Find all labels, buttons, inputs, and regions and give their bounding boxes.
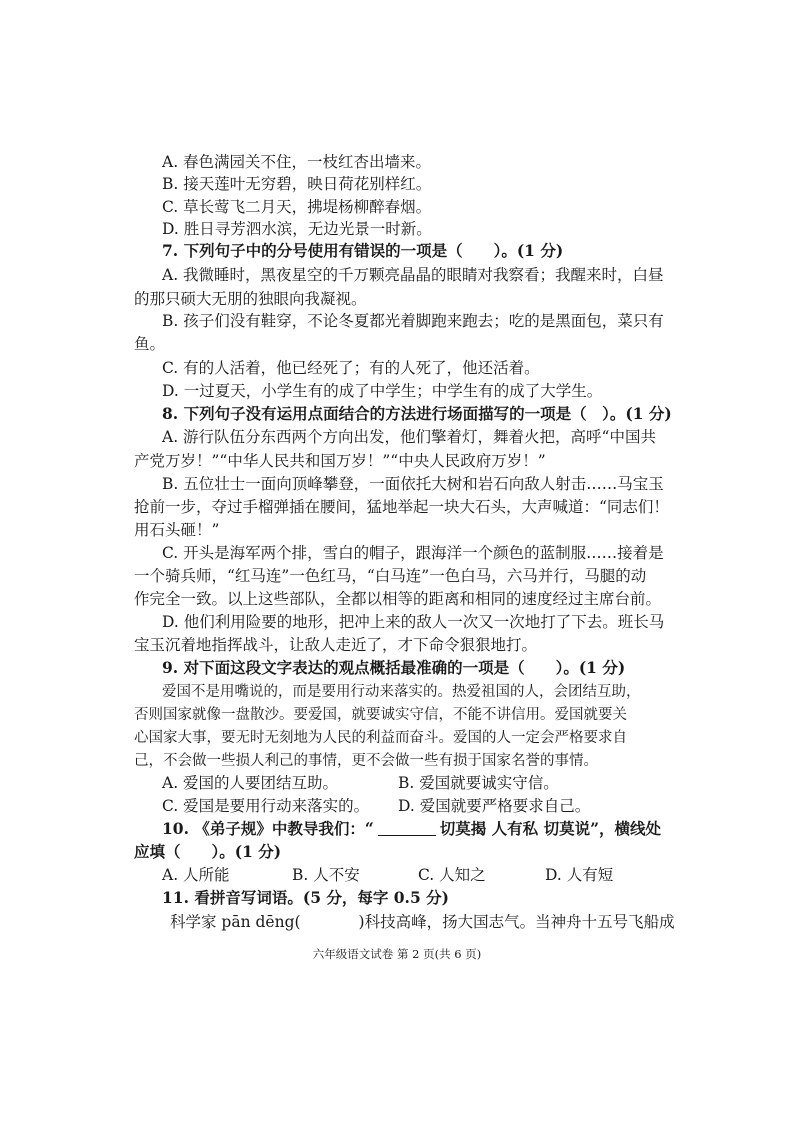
- q8-option-b-line3: 用石头砸！”: [134, 521, 220, 539]
- q9-option-d: D. 爱国就要严格要求自己。: [398, 797, 591, 815]
- q8-option-b-line1: B. 五位壮士一面向顶峰攀登，一面依托大树和岩石向敌人射击……马宝玉: [162, 475, 664, 493]
- q9-option-b: B. 爱国就要诚实守信。: [398, 774, 559, 792]
- q7-stem: 7. 下列句子中的分号使用有错误的一项是（ ）。(1 分): [162, 241, 564, 260]
- q7-option-a-line2: 的那只硕大无朋的独眼向我凝视。: [134, 290, 367, 308]
- q10-stem-prefix: 10. 《弟子规》中教导我们：“: [162, 819, 374, 838]
- q11-line-prefix: 科学家 pān dēng(: [170, 913, 301, 931]
- q8-option-a-line2: 产党万岁！”“中华人民共和国万岁！”“中央人民政府万岁！”: [134, 452, 546, 470]
- q6-option-b: B. 接天莲叶无穷碧，映日荷花别样红。: [162, 175, 432, 193]
- q9-stem: 9. 对下面这段文字表达的观点概括最准确的一项是（ ）。(1 分): [162, 658, 626, 677]
- q7-option-d: D. 一过夏天，小学生有的成了中学生；中学生有的成了大学生。: [162, 382, 603, 400]
- q10-stem-line1: [162, 819, 661, 839]
- q6-option-d: D. 胜日寻芳泗水滨，无边光景一时新。: [162, 220, 432, 238]
- q9-option-c: C. 爱国是要用行动来落实的。: [162, 797, 370, 815]
- q10-stem-suffix: 切莫揭 人有私 切莫说”，横线处: [439, 819, 661, 838]
- q9-passage-line3: 心国家大事，要无时无刻地为人民的利益而奋斗。爱国的人一定会严格要求自: [134, 730, 627, 746]
- q7-option-a-line1: A. 我微睡时，黑夜星空的千万颗亮晶晶的眼睛对我察看；我醒来时，白昼: [162, 266, 664, 284]
- q11-pinyin-line: [170, 912, 675, 932]
- q11-stem: 11. 看拼音写词语。(5 分，每字 0.5 分): [162, 888, 449, 907]
- q8-option-d-line1: D. 他们利用险要的地形，把冲上来的敌人一次又一次地打了下去。班长马: [162, 613, 665, 631]
- q8-option-a-line1: A. 游行队伍分东西两个方向出发，他们擎着灯，舞着火把，高呼“中国共: [162, 428, 656, 446]
- q6-option-c: C. 草长莺飞二月天，拂堤杨柳醉春烟。: [162, 198, 432, 216]
- q8-option-d-line2: 宝玉沉着地指挥战斗，让敌人走近了，才下命令狠狠地打。: [134, 636, 538, 654]
- q8-option-c-line3: 作完全一致。以上这些部队，全都以相等的距离和相同的速度经过主席台前。: [134, 590, 662, 608]
- q6-option-a: A. 春色满园关不住，一枝红杏出墙来。: [162, 153, 432, 171]
- q10-option-b: B. 人不安: [292, 866, 360, 884]
- q7-option-b-line2: 鱼。: [134, 335, 166, 353]
- q9-option-a: A. 爱国的人要团结互助。: [162, 774, 339, 792]
- q10-option-c: C. 人知之: [418, 866, 486, 884]
- q10-blank: [378, 821, 436, 836]
- q10-option-d: D. 人有短: [545, 866, 614, 884]
- q9-passage-line1: 爱国不是用嘴说的，而是要用行动来落实的。热爱祖国的人，会团结互助，: [162, 684, 641, 700]
- q8-option-c-line2: 一个骑兵师，“红马连”一色红马，“白马连”一色白马，六马并行，马腿的动: [134, 567, 647, 585]
- q11-line-suffix: )科技高峰，扬大国志气。当神舟十五号飞船成: [358, 913, 675, 931]
- q10-stem-line2: 应填（ ）。(1 分): [134, 842, 282, 861]
- q8-option-b-line2: 抢前一步，夺过手榴弹插在腰间，猛地举起一块大石头，大声喊道：“同志们！: [134, 498, 669, 516]
- q9-passage-line2: 否则国家就像一盘散沙。要爱国，就要诚实守信，不能不讲信用。爱国就要关: [134, 707, 627, 723]
- q8-option-c-line1: C. 开头是海军两个排，雪白的帽子，跟海洋一个颜色的蓝制服……接着是: [162, 544, 664, 562]
- q8-stem: 8. 下列句子没有运用点面结合的方法进行场面描写的一项是（ ）。(1 分): [162, 404, 672, 423]
- q7-option-c: C. 有的人活着，他已经死了；有的人死了，他还活着。: [162, 359, 540, 377]
- page-footer: 六年级语文试卷 第 2 页(共 6 页): [312, 947, 482, 961]
- q9-passage-line4: 己，不会做一些损人利己的事情，更不会做一些有损于国家名誉的事情。: [134, 753, 598, 769]
- q7-option-b-line1: B. 孩子们没有鞋穿，不论冬夏都光着脚跑来跑去；吃的是黑面包，菜只有: [162, 312, 664, 330]
- q10-option-a: A. 人所能: [162, 866, 230, 884]
